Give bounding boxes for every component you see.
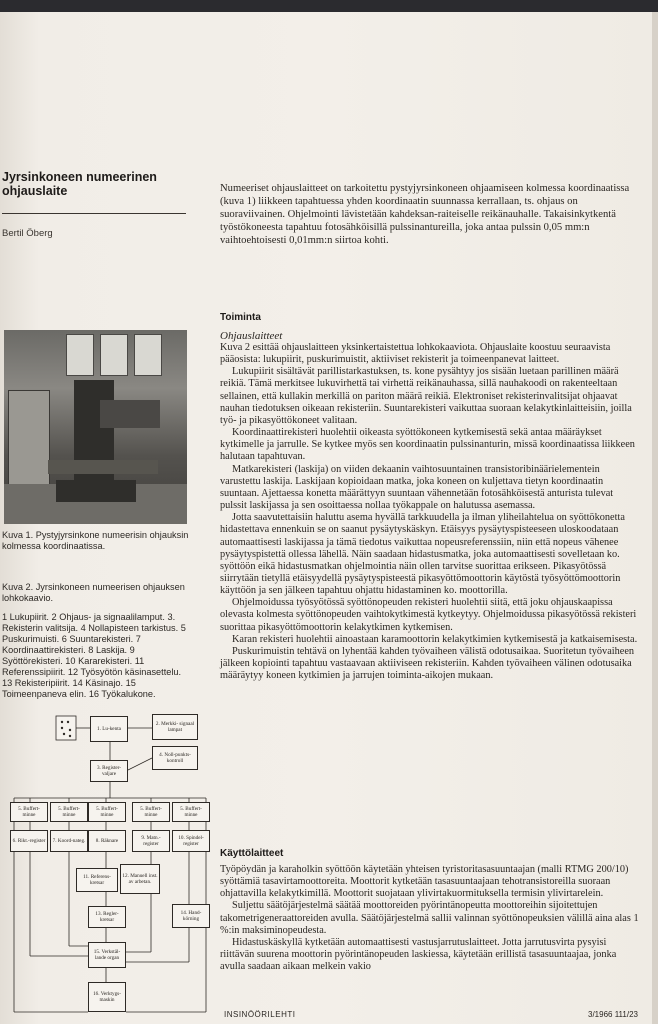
- article-title: Jyrsinkoneen numeerinen ohjauslaite: [2, 170, 157, 198]
- box-4-zero-check: 4. Noll-punkts-kontroll: [152, 746, 198, 770]
- article-intro: Numeeriset ohjauslaitteet on tarkoitettu pystyjyrsinkoneen ohjaamiseen kolmessa koordinaatissa (kuva 1) liikkeen tapahtuessa yhden koordinaatin suunnassa kerrallaan, ts. ohjaus on suoraviivainen. Ohjelmointi lävistetään kahdeksan-raiteiselle reikänauhalle. Takaisinkytkentä työstökoneesta tapahtuu fotosähköisillä pulssinantureilla, joka antaa pulssin 0,05 mm:n vaihtoehtoisesti 0,01mm:n siirtoa kohti.: [220, 183, 630, 246]
- box-13-control-circuits: 13. Regler-kretsar: [88, 906, 126, 928]
- scan-right-edge: [652, 12, 658, 1024]
- box-5-buffer-a: 5. Buffert-minne: [10, 802, 48, 822]
- box-5-buffer-b: 5. Buffert-minne: [50, 802, 88, 822]
- factory-window: [66, 334, 94, 376]
- footer-journal-name: INSINÖÖRILEHTI: [224, 1010, 296, 1019]
- box-3-register-selector: 3. Register-valjare: [90, 760, 128, 782]
- paragraph: Suljettu säätöjärjestelmä säätää moottoreiden pyörintänopeutta moottoreihin sijoitettujen takometrigeneraattoreiden avulla. Säätöjärjestelmä sallii valinnan syöttönopeuksien välillä aina alas 1 %:in maksiminopeudesta.: [220, 900, 639, 936]
- tape-reader-icon: [56, 716, 76, 740]
- paragraph: Hidastuskäskyllä kytketään automaattisesti vastusjarrutuslaitteet. Jotta jarrutusvirta pysyisi riittävän suurena moottorin pyörintänopeuden laskiessa, käytetään erillistä tasasuuntaajaa, jonka avulla saadaan aikaan melkein vakio: [220, 936, 617, 973]
- paragraph: Kuva 2 esittää ohjauslaitteen yksinkertaistettua lohkokaaviota. Ohjauslaite koostuu seuraavista pääosista: lukupiirit, puskurimuistit, aktiiviset rekisterit ja toimeenpanevat laitteet.: [220, 342, 611, 366]
- machine-head: [100, 400, 160, 428]
- subheading-ohjauslaitteet: Ohjauslaitteet: [220, 330, 283, 342]
- machine-table: [48, 460, 158, 474]
- figure2-caption: Kuva 2. Jyrsinkoneen numeerisen ohjauksen lohkokaavio.: [2, 582, 185, 603]
- figure2-legend: 1 Lukupiirit. 2 Ohjaus- ja signaalilamput. 3. Rekisterin valitsija. 4 Nollapisteen tarkistus. 5 Puskurimuisti. 6 Suuntarekisteri. 7 Koordinaattirekisteri. 8 Laskija. 9 Syöttörekisteri. 10 Kararekisteri. 11 Referenssipiirit. 12 Työsyötön käsinasettelu. 13 Rekisteripiirit. 14 Käsinajo. 15 Toimeenpaneva elin. 16 Työkalukone.: [2, 612, 186, 699]
- box-9-feed-register: 9. Matn.-register: [132, 830, 170, 852]
- box-1-reader: 1. Lu-kenta: [90, 716, 128, 742]
- scan-top-border: [0, 0, 658, 12]
- factory-window: [100, 334, 128, 376]
- box-5-buffer-e: 5. Buffert-minne: [172, 802, 210, 822]
- paragraph: Jotta saavutettaisiin haluttu asema hyvällä tarkkuudella ja ilman yliheilahtelua on syöttökonetta hidastettava ennenkuin se on saanut pysäytyskäskyn. Etäisyys pysäytyspisteeseen uloskoodataan automaattisesti laskijassa ja tämä tiedotus vaikuttaa nopeusreferenssiin, niin että nopeus vähenee pysäytyspistettä ollessa lähellä. Näin saadaan hidastusmatka, joka automaattisesti sovelletaan ko. syöttöön eikä hidastusmatkan ohjelmointia näin ollen tarvitse suorittaa erikseen. Pikasyötössä siirrytään tietyllä etäisyydellä pysäytyspisteestä pikasyöttömoottorin käytöstä työsyöttömoottorin käyttöön ja sen jälkeen tapahtuu ohjattu hidastaminen ko. moottorilla.: [220, 512, 625, 597]
- factory-window: [134, 334, 162, 376]
- block-diagram: [6, 712, 216, 1022]
- footer-issue-page: 3/1966 111/23: [588, 1010, 638, 1019]
- box-7-coordinate-register: 7. Koord-nateg.: [50, 830, 88, 852]
- toiminta-body: [220, 342, 642, 682]
- paragraph: Koordinaattirekisteri huolehtii oikeasta syöttökoneen kytkemisestä sekä antaa määräykset kytkimelle ja jarrulle. Se kytkee myös sen koordinaatin pulssinanturin, missä koordinaatissa liikkeen halutaan tapahtuvan.: [220, 427, 635, 463]
- paragraph: Matkarekisteri (laskija) on viiden dekaanin vaihtosuuntainen transistoribinäärielementein varustettu laskija. Laskijaan kopioidaan matka, joka koneen on kuljettava tietyn koordinaatin suuntaan. Ajettaessa konetta määrättyyn suuntaan vähennetään fotosähköisestä anturista tulevat pulssit laskijassa ja sen osoittaessa nollaa työkappale on halutussa asemassa.: [220, 463, 614, 512]
- box-2-signal-lamps: 2. Merkki- signaal lampat: [152, 714, 198, 740]
- article-author: Bertil Öberg: [2, 228, 53, 239]
- kayttolaitteet-body: [220, 864, 642, 973]
- box-5-buffer-c: 5. Buffert-minne: [88, 802, 126, 822]
- milling-machine-photo: [4, 330, 187, 524]
- paragraph: Lukupiirit sisältävät parillistarkastuksen, ts. kone pysähtyy jos sisään luetaan parillinen määrä reikiä. Tämä merkitsee lukuvirhettä tai virhettä reikänauhassa, sillä nauhakoodi on rakenteeltaan sellainen, että kullakin merkillä on pariton määrä reikiä. Elektroniset rekisterinvalitsijat ohjaavat nauhan tiedotuksen oikeaan rekisteriin. Suuntarekisteri vaikuttaa suoraan kelakytkinlaitteisiin, joilla työ- ja pikasyöttökoneet valitaan.: [220, 366, 632, 426]
- section-heading-kayttolaitteet: Käyttölaitteet: [220, 848, 284, 859]
- journal-page: [0, 12, 652, 1024]
- paragraph: Karan rekisteri huolehtii ainoastaan karamoottorin kelakytkimien kytkemisestä ja katkaisemisesta.: [232, 633, 638, 645]
- paragraph: Työpöydän ja karaholkin syöttöön käytetään yhteisen tyristoritasasuuntaajan (malli RTMG 200/10) syöttämiä tasavirtamoottoreita. Moottorit kytketään tasasuuntaajaan tehotransistoreilla suoraan ohjattavilla kelakytkimillä. Moottorit suojataan ylivirtakuormituksella termisin ylivirtarelein.: [220, 864, 629, 900]
- box-11-reference-circuits: 11. Referens-kretsar: [76, 868, 118, 892]
- box-16-machine-tool: 16. Verktygs-maskin: [88, 982, 126, 1012]
- paragraph: Puskurimuistin tehtävä on lyhentää kahden työvaiheen välistä odotusaikaa. Suoritetun työvaiheen jälkeen kopiointi tapahtuu vastaavaan aktiiviseen rekisteriin. Kahden työvaiheen välinen odotusaika määräytyy koneen kytkimien ja jarrujen toiminta-aikojen mukaan.: [220, 645, 635, 682]
- machine-base: [56, 480, 136, 502]
- box-12-manual-feed: 12. Manuell inst. av arbetan.: [120, 864, 160, 894]
- title-rule: [2, 213, 186, 214]
- box-6-direction-register: 6. Rikt.-register: [10, 830, 48, 852]
- control-cabinet: [8, 390, 50, 492]
- box-10-spindle-register: 10. Spindel-register: [172, 830, 210, 852]
- paragraph: Ohjelmoidussa työsyötössä syöttönopeuden rekisteri huolehtii siitä, että joku ohjauskaapissa olevasta kolmesta syöttönopeuden vaihtokytkimestä kytkeytyy. Ohjelmoidussa pikasyötössä rekisteri suorittaa pikasyöttömoottorin kelakytkimen kytkemisen.: [220, 597, 637, 633]
- box-14-manual-drive: 14. Hand-körning: [172, 904, 210, 928]
- box-15-actuator: 15. Verkstäl-lande organ: [88, 942, 126, 968]
- box-8-counter: 8. Räknare: [88, 830, 126, 852]
- figure1-caption: Kuva 1. Pystyjyrsinkone numeerisin ohjauksin kolmessa koordinaatissa.: [2, 530, 189, 551]
- box-5-buffer-d: 5. Buffert-minne: [132, 802, 170, 822]
- section-heading-toiminta: Toiminta: [220, 312, 261, 323]
